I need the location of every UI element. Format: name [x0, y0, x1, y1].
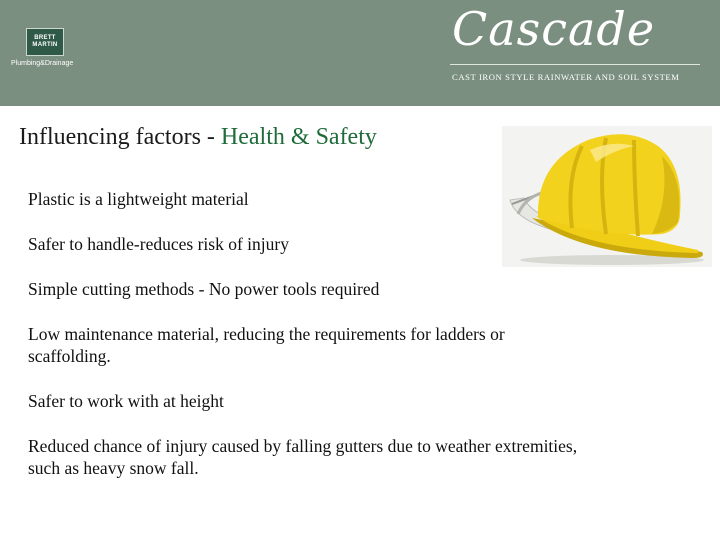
- bullet-item: Safer to work with at height: [28, 391, 224, 411]
- brett-martin-logo: [26, 28, 64, 56]
- header-banner: [0, 0, 720, 106]
- brand-divider: [450, 64, 700, 65]
- slide-title: [19, 124, 377, 151]
- hard-hat-image: [502, 126, 712, 267]
- division-label: Plumbing&Drainage: [11, 60, 74, 67]
- hard-hat-icon: [502, 126, 712, 267]
- brand-tagline: CAST IRON STYLE RAINWATER AND SOIL SYSTEM: [452, 72, 680, 82]
- cascade-wordmark: Cascade: [452, 2, 656, 56]
- title-prefix: Influencing factors -: [19, 124, 221, 150]
- bullet-item: Plastic is a lightweight material: [28, 189, 249, 209]
- bullet-item: Low maintenance material, reducing the requirements for ladders or scaffolding.: [28, 324, 505, 366]
- title-highlight: Health & Safety: [220, 124, 377, 150]
- logo-line-1: BRETT: [34, 35, 56, 41]
- logo-line-2: MARTIN: [32, 42, 58, 48]
- bullet-item: Simple cutting methods - No power tools required: [28, 279, 380, 299]
- bullet-item: Reduced chance of injury caused by falling gutters due to weather extremities, such as heavy snow fall.: [28, 436, 578, 478]
- bullet-item: Safer to handle-reduces risk of injury: [28, 234, 289, 254]
